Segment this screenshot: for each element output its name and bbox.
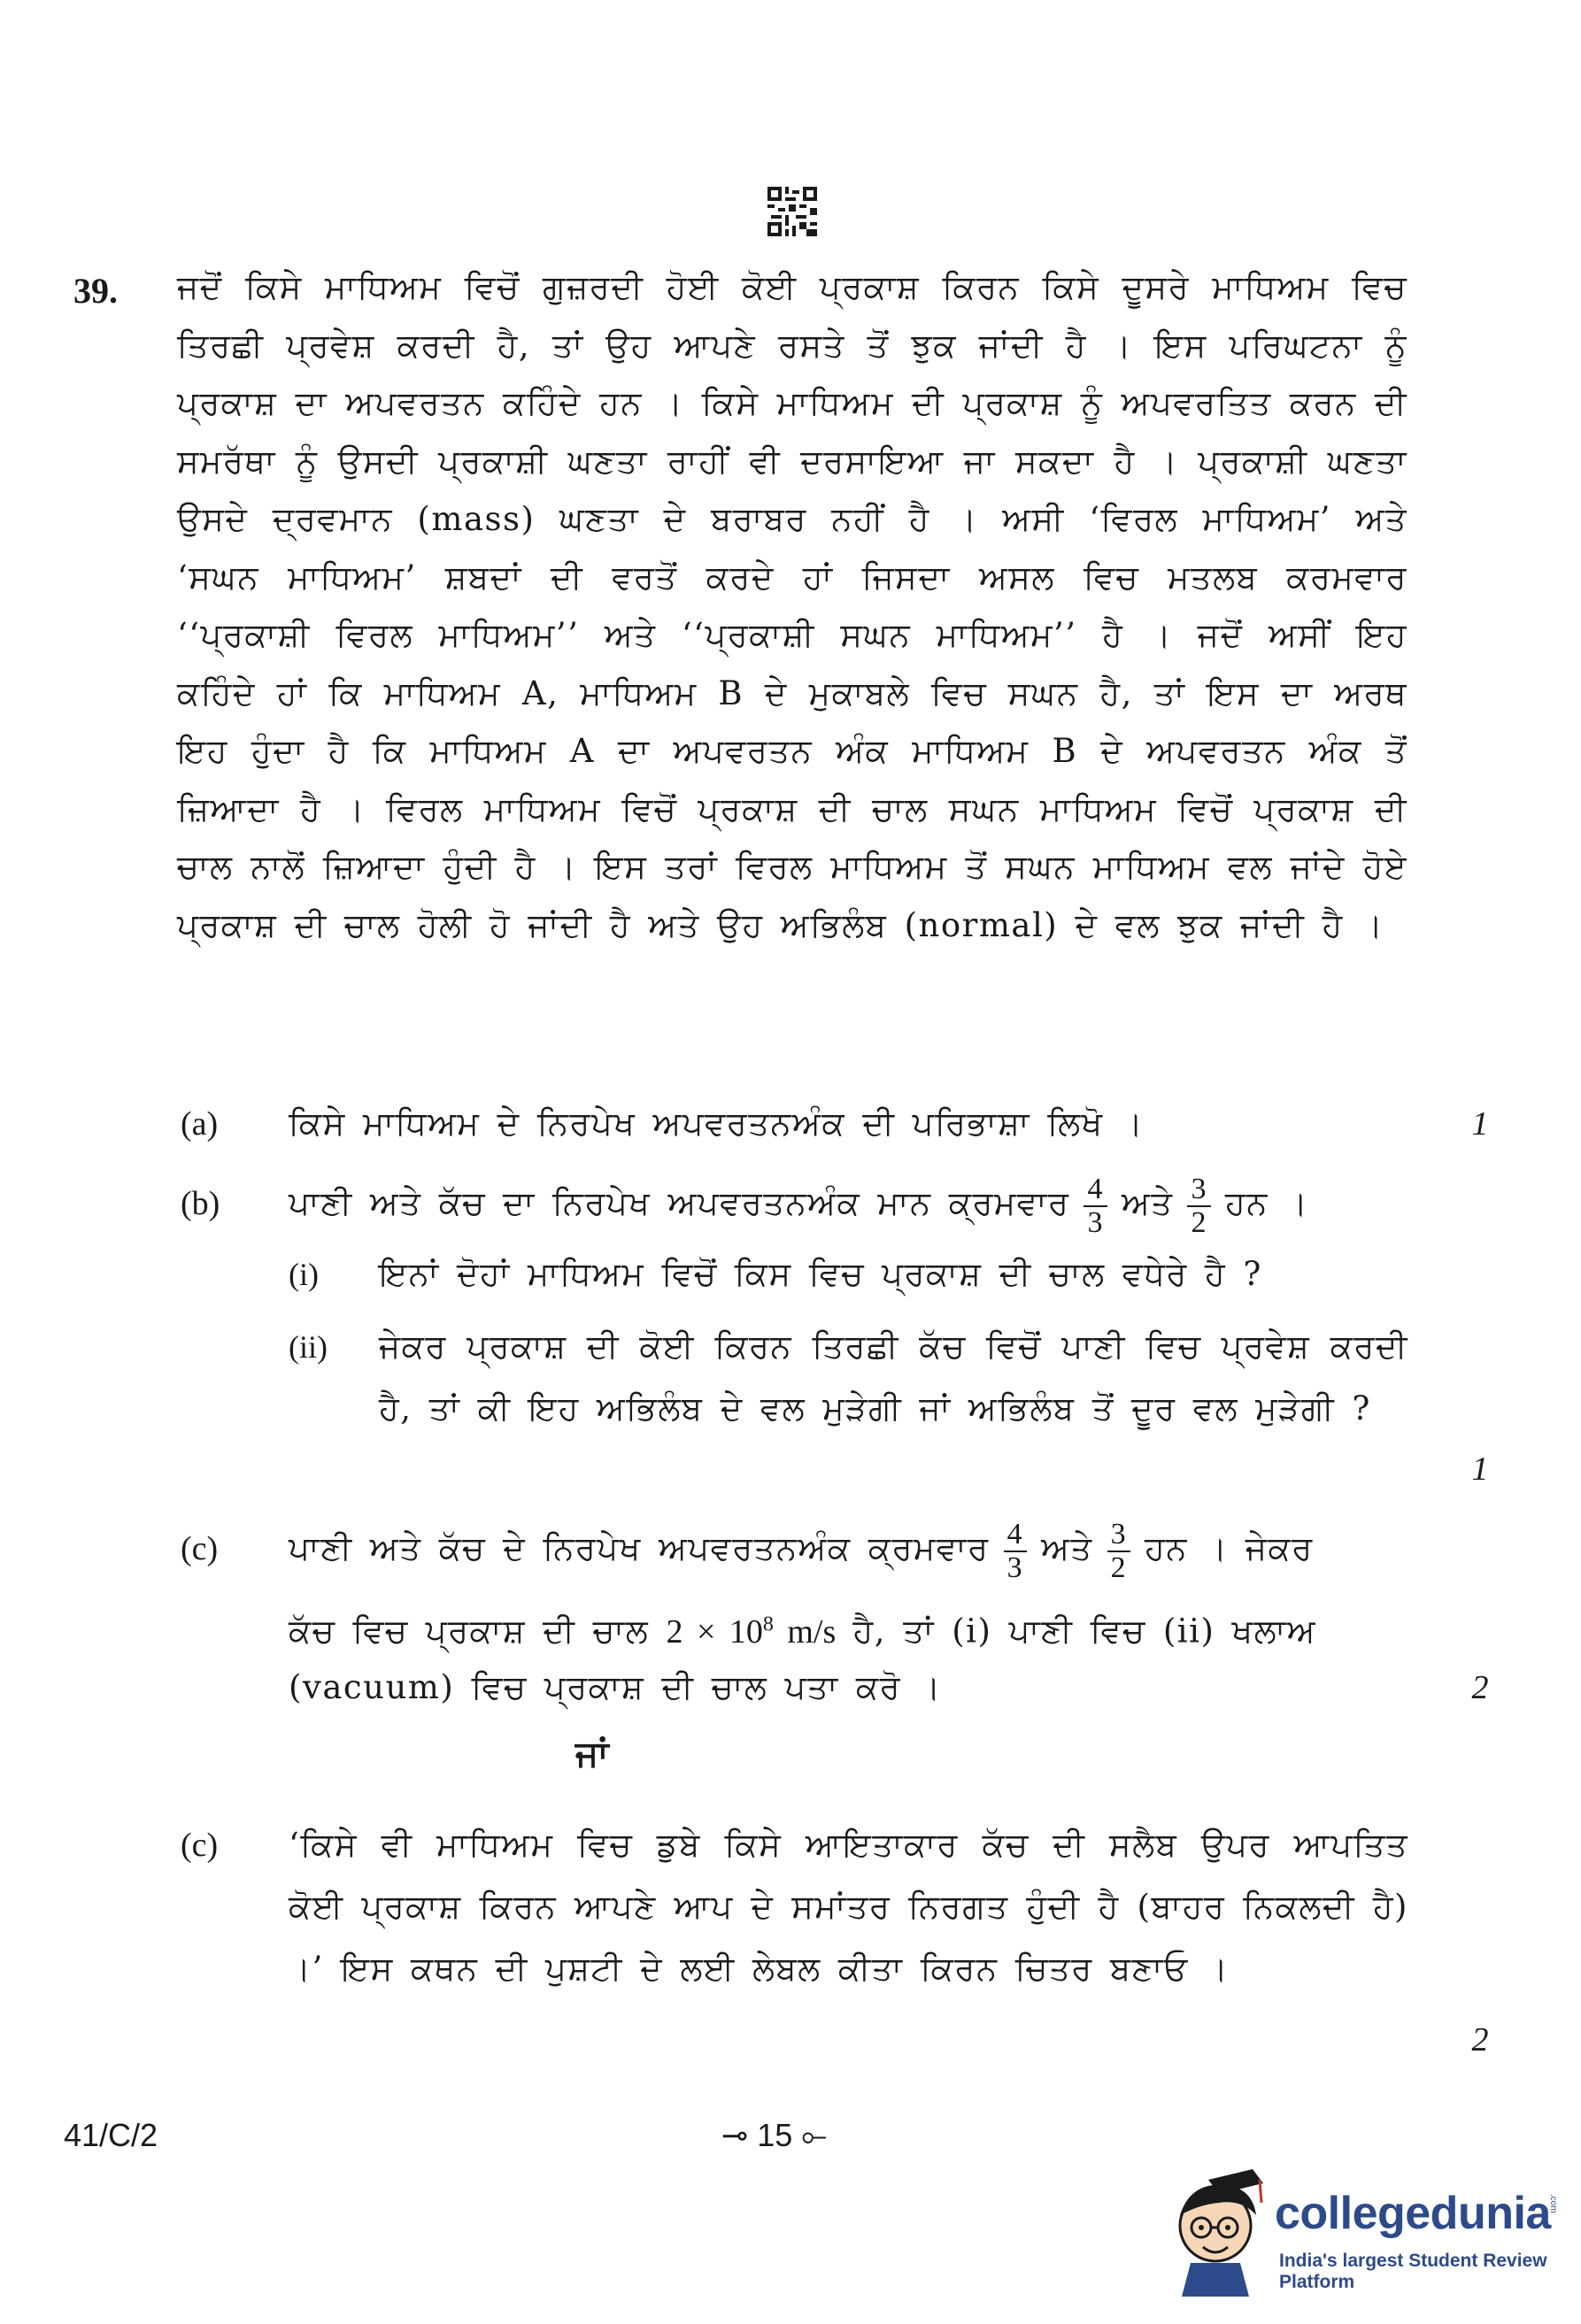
subquestion-text: ਜੇਕਰ ਪ੍ਰਕਾਸ਼ ਦੀ ਕੋਈ ਕਿਰਨ ਤਿਰਛੀ ਕੱਚ ਵਿਚੋਂ ਪਾਣੀ ਵਿਚ ਪ੍ਰਵੇਸ਼ ਕਰਦੀ ਹੈ, ਤਾਂ ਕੀ ਇਹ ਅਭਿਲੰਬ ਦੇ ਵਲ ਮੁੜੇਗੀ ਜਾਂ ਅਭਿਲੰਬ ਤੋਂ ਦੂਰ ਵਲ ਮੁੜੇਗੀ ? [379,1327,1408,1427]
subquestion-text: ਪਾਣੀ ਅਤੇ ਕੱਚ ਦਾ ਨਿਰਪੇਖ ਅਪਵਰਤਨਅੰਕ ਮਾਨ ਕ੍ਰਮਵਾਰ $\frac{4}{3}$ ਅਤੇ $\frac{3}{2}$ ਹਨ । [289,1172,1309,1239]
ornament-left-icon: ⊸ [721,2117,749,2153]
mascot-icon [1164,2164,1270,2297]
marks: 2 [1471,1669,1489,1706]
question-number: 39. [73,271,118,311]
subquestion-label: (b) [181,1185,220,1222]
fraction-glass: $\frac{3}{2}$ [1107,1519,1131,1584]
qr-code-icon [767,187,817,236]
marks: 1 [1471,1105,1489,1143]
subquestion-label: (c) [181,1530,219,1567]
fraction-water: $\frac{4}{3}$ [1084,1174,1107,1239]
subquestion-label: (a) [181,1105,219,1143]
fraction-water: $\frac{4}{3}$ [1004,1519,1028,1584]
subquestion-text: ਕਿਸੇ ਮਾਧਿਅਮ ਦੇ ਨਿਰਪੇਖ ਅਪਵਰਤਨਅੰਕ ਦੀ ਪਰਿਭਾਸ਼ਾ ਲਿਖੋ । [289,1104,1145,1143]
subquestion-label: (c) [181,1827,219,1864]
speed-of-light-glass: $2 \times 10^8$ m/s [666,1612,837,1651]
brand-tagline: India's largest Student Review Platform [1279,2251,1547,2292]
page-number: ⊸ 15 ⟜ [721,2117,828,2153]
marks: 1 [1471,1451,1489,1488]
marks: 2 [1471,2021,1489,2059]
subquestion-text: ਪਾਣੀ ਅਤੇ ਕੱਚ ਦੇ ਨਿਰਪੇਖ ਅਪਵਰਤਨਅੰਕ ਕ੍ਰਮਵਾਰ $\frac{4}{3}$ ਅਤੇ $\frac{3}{2}$ ਹਨ । ਜੇਕਰ [289,1517,1314,1584]
fraction-glass: $\frac{3}{2}$ [1187,1174,1211,1239]
subquestion-label: (i) [289,1257,319,1292]
subquestion-text: ‘ਕਿਸੇ ਵੀ ਮਾਧਿਅਮ ਵਿਚ ਡੁਬੇ ਕਿਸੇ ਆਇਤਾਕਾਰ ਕੱਚ ਦੀ ਸਲੈਬ ਉਪਰ ਆਪਤਿਤ ਕੋਈ ਪ੍ਰਕਾਸ਼ ਕਿਰਨ ਆਪਣੇ ਆਪ ਦੇ ਸਮਾਂਤਰ ਨਿਰਗਤ ਹੁੰਦੀ ਹੈ (ਬਾਹਰ ਨਿਕਲਦੀ ਹੈ) ।’ ਇਸ ਕਥਨ ਦੀ ਪੁਸ਼ਟੀ ਦੇ ਲਈ ਲੇਬਲ ਕੀਤਾ ਕਿਰਨ ਚਿਤਰ ਬਣਾਓ । [289,1826,1408,1988]
subquestion-label: (ii) [289,1329,328,1365]
question-passage: ਜਦੋਂ ਕਿਸੇ ਮਾਧਿਅਮ ਵਿਚੋਂ ਗੁਜ਼ਰਦੀ ਹੋਈ ਕੋਈ ਪ੍ਰਕਾਸ਼ ਕਿਰਨ ਕਿਸੇ ਦੂਸਰੇ ਮਾਧਿਅਮ ਵਿਚ ਤਿਰਛੀ ਪ੍ਰਵੇਸ਼ ਕਰਦੀ ਹੈ, ਤਾਂ ਉਹ ਆਪਣੇ ਰਸਤੇ ਤੋਂ ਝੁਕ ਜਾਂਦੀ ਹੈ । ਇਸ ਪਰਿਘਟਨਾ ਨੂੰ ਪ੍ਰਕਾਸ਼ ਦਾ ਅਪਵਰਤਨ ਕਹਿੰਦੇ ਹਨ । ਕਿਸੇ ਮਾਧਿਅਮ ਦੀ ਪ੍ਰਕਾਸ਼ ਨੂੰ ਅਪਵਰਤਿਤ ਕਰਨ ਦੀ ਸਮਰੱਥਾ ਨੂੰ ਉਸਦੀ ਪ੍ਰਕਾਸ਼ੀ ਘਣਤਾ ਰਾਹੀਂ ਵੀ ਦਰਸਾਇਆ ਜਾ ਸਕਦਾ ਹੈ । ਪ੍ਰਕਾਸ਼ੀ ਘਣਤਾ ਉਸਦੇ ਦ੍ਰਵਮਾਨ (mass) ਘਣਤਾ ਦੇ ਬਰਾਬਰ ਨਹੀਂ ਹੈ । ਅਸੀ ‘ਵਿਰਲ ਮਾਧਿਅਮ’ ਅਤੇ ‘ਸਘਨ ਮਾਧਿਅਮ’ ਸ਼ਬਦਾਂ ਦੀ ਵਰਤੋਂ ਕਰਦੇ ਹਾਂ ਜਿਸਦਾ ਅਸਲ ਵਿਚ ਮਤਲਬ ਕਰਮਵਾਰ ‘‘ਪ੍ਰਕਾਸ਼ੀ ਵਿਰਲ ਮਾਧਿਅਮ’’ ਅਤੇ ‘‘ਪ੍ਰਕਾਸ਼ੀ ਸਘਨ ਮਾਧਿਅਮ’’ ਹੈ । ਜਦੋਂ ਅਸੀਂ ਇਹ ਕਹਿੰਦੇ ਹਾਂ ਕਿ ਮਾਧਿਅਮ A, ਮਾਧਿਅਮ B ਦੇ ਮੁਕਾਬਲੇ ਵਿਚ ਸਘਨ ਹੈ, ਤਾਂ ਇਸ ਦਾ ਅਰਥ ਇਹ ਹੁੰਦਾ ਹੈ ਕਿ ਮਾਧਿਅਮ A ਦਾ ਅਪਵਰਤਨ ਅੰਕ ਮਾਧਿਅਮ B ਦੇ ਅਪਵਰਤਨ ਅੰਕ ਤੋਂ ਜ਼ਿਆਦਾ ਹੈ । ਵਿਰਲ ਮਾਧਿਅਮ ਵਿਚੋਂ ਪ੍ਰਕਾਸ਼ ਦੀ ਚਾਲ ਸਘਨ ਮਾਧਿਅਮ ਵਿਚੋਂ ਪ੍ਰਕਾਸ਼ ਦੀ ਚਾਲ ਨਾਲੋਂ ਜ਼ਿਆਦਾ ਹੁੰਦੀ ਹੈ । ਇਸ ਤਰਾਂ ਵਿਰਲ ਮਾਧਿਅਮ ਤੋਂ ਸਘਨ ਮਾਧਿਅਮ ਵਲ ਜਾਂਦੇ ਹੋਏ ਪ੍ਰਕਾਸ਼ ਦੀ ਚਾਲ ਹੋਲੀ ਹੋ ਜਾਂਦੀ ਹੈ ਅਤੇ ਉਹ ਅਭਿਲੰਬ (normal) ਦੇ ਵਲ ਝੁਕ ਜਾਂਦੀ ਹੈ । [177,268,1407,944]
or-separator: ਜਾਂ [575,1733,609,1774]
paper-code: 41/C/2 [64,2117,158,2153]
ornament-right-icon: ⟜ [801,2117,828,2153]
subquestion-text: ਇਨਾਂ ਦੋਹਾਂ ਮਾਧਿਅਮ ਵਿਚੋਂ ਕਿਸ ਵਿਚ ਪ੍ਰਕਾਸ਼ ਦੀ ਚਾਲ ਵਧੇਰੇ ਹੈ ? [379,1255,1262,1293]
brand-name: collegedunia [1275,2188,1551,2239]
collegedunia-watermark [1164,2164,1567,2297]
brand-dotcom: .com [1548,2194,1558,2213]
